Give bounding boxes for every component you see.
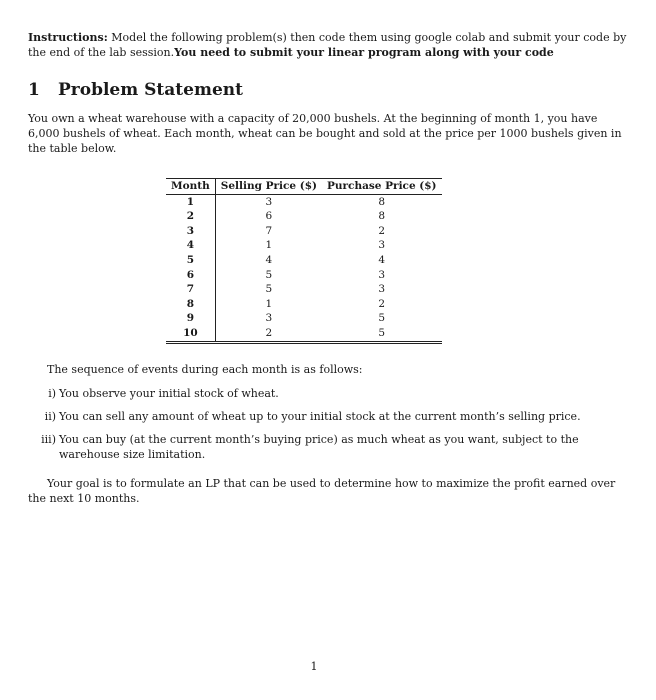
price-table xyxy=(166,178,442,344)
cell-month: 2 xyxy=(166,209,215,224)
instructions-paragraph xyxy=(28,30,628,60)
cell-purchase-price: 3 xyxy=(378,239,386,252)
cell-selling-price: 5 xyxy=(265,268,273,281)
cell-purchase-price: 4 xyxy=(378,253,386,266)
sequence-list xyxy=(28,386,628,470)
cell-month: 1 xyxy=(166,194,215,209)
table-row xyxy=(166,194,442,209)
cell-month: 9 xyxy=(166,311,215,326)
cell-month: 3 xyxy=(166,224,215,239)
table-row xyxy=(166,209,442,224)
list-item xyxy=(28,432,628,462)
cell-purchase-price: 2 xyxy=(378,224,386,237)
section-heading xyxy=(28,79,628,101)
table-row xyxy=(166,238,442,253)
cell-purchase-price: 5 xyxy=(378,312,386,325)
header-month: Month xyxy=(166,179,215,195)
table-row xyxy=(166,268,442,283)
cell-selling-price: 3 xyxy=(265,195,273,208)
table-row xyxy=(166,326,442,342)
list-item xyxy=(28,386,628,401)
list-item-label: i) xyxy=(48,387,56,400)
list-item-text: You observe your initial stock of wheat. xyxy=(59,387,279,400)
cell-selling-price: 1 xyxy=(265,297,273,310)
cell-month: 7 xyxy=(166,282,215,297)
cell-selling-price: 6 xyxy=(265,210,273,223)
cell-purchase-price: 3 xyxy=(378,283,386,296)
cell-selling-price: 2 xyxy=(215,326,322,342)
page-number: 1 xyxy=(310,660,318,673)
section-title: Problem Statement xyxy=(58,80,243,100)
list-item xyxy=(28,409,628,424)
cell-selling-price: 7 xyxy=(265,224,273,237)
cell-month: 8 xyxy=(166,297,215,312)
cell-month: 6 xyxy=(166,268,215,283)
sequence-intro: The sequence of events during each month is as follows: xyxy=(47,363,363,376)
table-row xyxy=(166,282,442,297)
cell-selling-price: 1 xyxy=(265,239,273,252)
cell-selling-price: 4 xyxy=(265,253,273,266)
cell-purchase-price: 8 xyxy=(378,195,386,208)
list-item-label: iii) xyxy=(41,433,56,446)
table-row xyxy=(166,253,442,268)
list-item-text: You can buy (at the current month’s buying price) as much wheat as you want, subject to the warehouse size limitation. xyxy=(59,433,579,461)
header-purchase-price: Purchase Price ($) xyxy=(322,179,442,195)
instructions-text: Model the following problem(s) then code them using google colab and submit your code by the end of the lab session. xyxy=(28,31,627,59)
cell-month: 5 xyxy=(166,253,215,268)
cell-purchase-price: 8 xyxy=(378,210,386,223)
cell-purchase-price: 5 xyxy=(322,326,442,342)
table-header-row xyxy=(166,179,442,195)
cell-purchase-price: 2 xyxy=(378,297,386,310)
cell-month: 10 xyxy=(166,326,215,342)
cell-selling-price: 5 xyxy=(265,283,273,296)
goal-paragraph: Your goal is to formulate an LP that can be used to determine how to maximize the profit earned over the next 10 months. xyxy=(28,477,616,505)
problem-intro-paragraph: You own a wheat warehouse with a capacity of 20,000 bushels. At the beginning of month 1, you have 6,000 bushels of wheat. Each month, wheat can be bought and sold at the price per 1000 bushels given in the table below. xyxy=(28,112,622,155)
header-selling-price: Selling Price ($) xyxy=(215,179,322,195)
list-item-label: ii) xyxy=(44,410,56,423)
instructions-label: Instructions: xyxy=(28,31,108,44)
section-number: 1 xyxy=(28,80,40,100)
table-row xyxy=(166,297,442,312)
table-row xyxy=(166,311,442,326)
cell-month: 4 xyxy=(166,238,215,253)
list-item-text: You can sell any amount of wheat up to your initial stock at the current month’s selling price. xyxy=(59,410,581,423)
cell-purchase-price: 3 xyxy=(378,268,386,281)
instructions-emphasis: You need to submit your linear program along with your code xyxy=(174,46,554,59)
table-row xyxy=(166,224,442,239)
cell-selling-price: 3 xyxy=(265,312,273,325)
price-table-container xyxy=(166,178,442,344)
